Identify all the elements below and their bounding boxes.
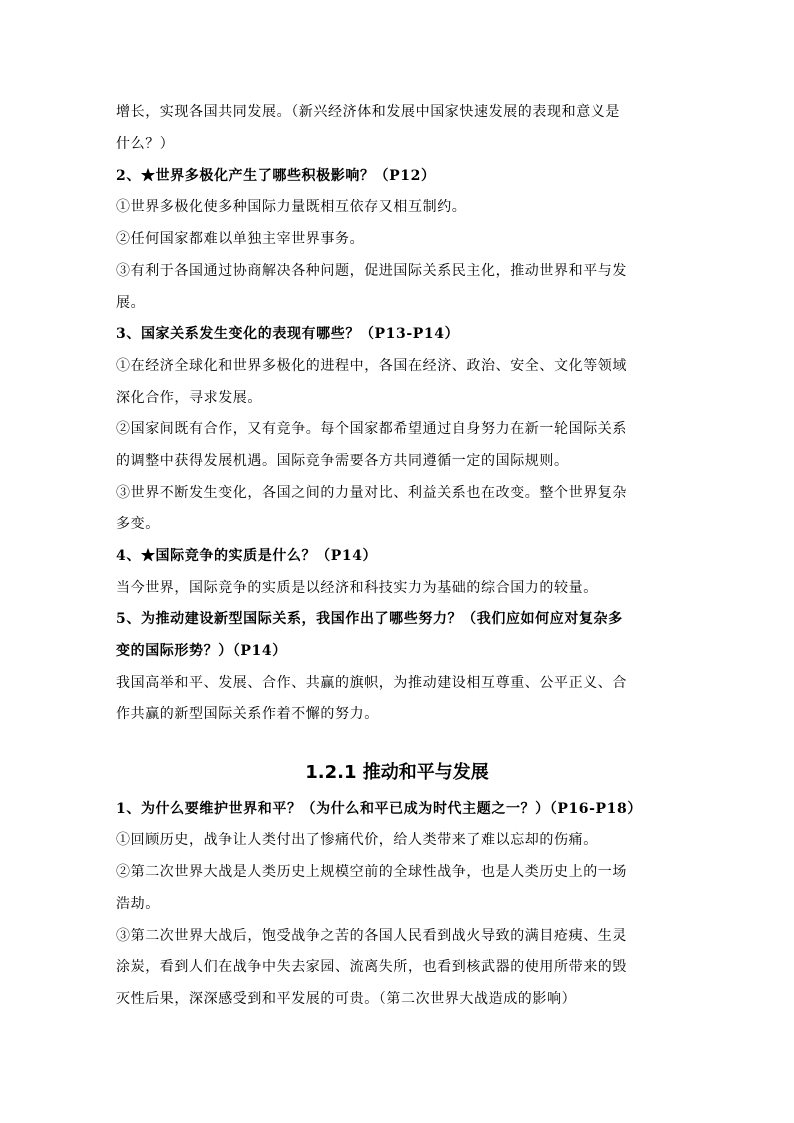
answer-line: ①在经济全球化和世界多极化的进程中，各国在经济、政治、安全、文化等领域 xyxy=(116,358,627,374)
answer-line: ②任何国家都难以单独主宰世界事务。 xyxy=(116,231,365,247)
answer-line: 涂炭，看到人们在战争中失去家园、流离失所，也看到核武器的使用所带来的毁 xyxy=(116,959,627,975)
answer-line: ①回顾历史，战争让人类付出了惨痛代价，给人类带来了难以忘却的伤痛。 xyxy=(116,832,598,848)
answer-line: ③有利于各国通过协商解决各种问题，促进国际关系民主化，推动世界和平与发 xyxy=(116,263,627,279)
answer-line: 作共赢的新型国际关系作着不懈的努力。 xyxy=(116,706,379,722)
question-heading: 2、★世界多极化产生了哪些积极影响？（P12） xyxy=(116,168,436,184)
intro-paragraph-line: 什么？） xyxy=(116,136,175,152)
question-heading: 变的国际形势？）（P14） xyxy=(116,643,287,659)
section-title: 1.2.1 推动和平与发展 xyxy=(305,762,489,783)
answer-line: 的调整中获得发展机遇。国际竞争需要各方共同遵循一定的国际规则。 xyxy=(116,453,569,469)
answer-line: ②国家间既有合作，又有竞争。每个国家都希望通过自身努力在新一轮国际关系 xyxy=(116,421,627,437)
answer-line: ③世界不断发生变化，各国之间的力量对比、利益关系也在改变。整个世界复杂 xyxy=(116,485,627,501)
answer-line: 展。 xyxy=(116,295,146,311)
question-heading: 1、为什么要维护世界和平？（为什么和平已成为时代主题之一？）（P16-P18） xyxy=(116,801,642,817)
question-heading: 3、国家关系发生变化的表现有哪些？（P13-P14） xyxy=(116,326,460,342)
question-heading: 5、为推动建设新型国际关系，我国作出了哪些努力？（我们应如何应对复杂多 xyxy=(116,611,623,627)
answer-line: ①世界多极化使多种国际力量既相互依存又相互制约。 xyxy=(116,199,467,215)
answer-line: 深化合作，寻求发展。 xyxy=(116,390,262,406)
answer-line: 当今世界，国际竞争的实质是以经济和科技实力为基础的综合国力的较量。 xyxy=(116,580,598,596)
answer-line: 浩劫。 xyxy=(116,896,160,912)
answer-line: ③第二次世界大战后，饱受战争之苦的各国人民看到战火导致的满目疮痍、生灵 xyxy=(116,928,627,944)
answer-line: 多变。 xyxy=(116,516,160,532)
intro-paragraph-line: 增长，实现各国共同发展。（新兴经济体和发展中国家快速发展的表现和意义是 xyxy=(116,104,620,120)
answer-line: 我国高举和平、发展、合作、共赢的旗帜，为推动建设相互尊重、公平正义、合 xyxy=(116,675,627,691)
question-heading: 4、★国际竞争的实质是什么？（P14） xyxy=(116,548,378,564)
answer-line: ②第二次世界大战是人类历史上规模空前的全球性战争，也是人类历史上的一场 xyxy=(116,864,627,880)
answer-line: 灭性后果，深深感受到和平发展的可贵。（第二次世界大战造成的影响） xyxy=(116,991,577,1007)
